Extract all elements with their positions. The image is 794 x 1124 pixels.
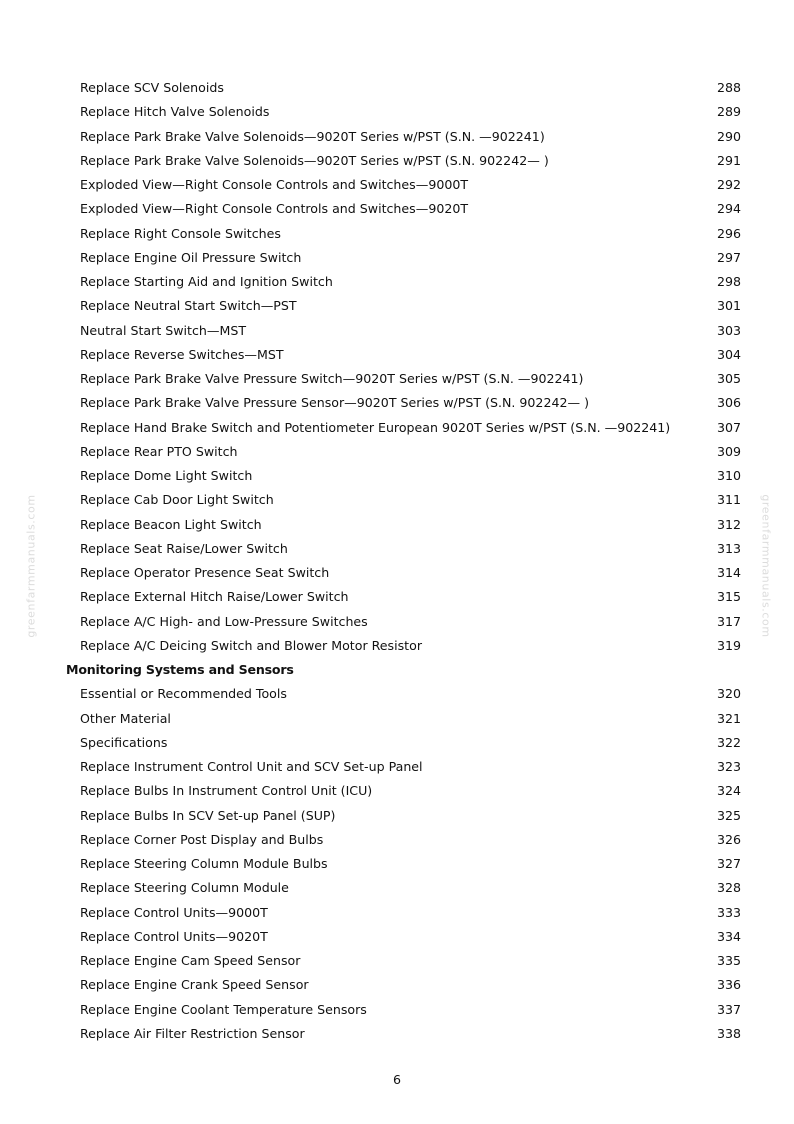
toc-entry[interactable] [0, 125, 794, 149]
toc-entry[interactable] [0, 731, 794, 755]
toc-entry-page: 313 [716, 540, 741, 556]
toc-entry-title: Replace Engine Cam Speed Sensor [80, 953, 301, 968]
toc-entry-page: 328 [716, 880, 741, 896]
toc-entry-title: Replace Beacon Light Switch [80, 516, 262, 532]
toc-entry-page: 321 [716, 710, 741, 726]
toc-entry-title: Replace Park Brake Valve Solenoids—9020T Series w/PST (S.N. —902241) [80, 128, 545, 144]
toc-entry[interactable] [0, 246, 794, 270]
toc-entry-title: Replace Rear PTO Switch [80, 443, 238, 459]
toc-entry-title: Replace Steering Column Module [80, 880, 289, 896]
toc-entry-page: 323 [716, 759, 741, 774]
toc-entry-page: 294 [716, 201, 741, 217]
toc-entry-page: 288 [716, 80, 741, 95]
toc-entry[interactable] [0, 440, 794, 464]
toc-entry-title: Exploded View—Right Console Controls and Switches—9020T [80, 201, 469, 217]
toc-entry-page: 338 [716, 1025, 741, 1041]
toc-entry-page: 297 [716, 249, 741, 265]
toc-entry-title: Replace Corner Post Display and Bulbs [80, 831, 324, 847]
toc-entry-page: 314 [716, 565, 741, 580]
toc-entry[interactable] [0, 779, 794, 803]
toc-entry-page: 325 [716, 807, 741, 823]
toc-entry-page: 317 [716, 613, 741, 629]
toc-entry-page: 292 [716, 177, 741, 192]
toc-entry-title: Replace Bulbs In SCV Set-up Panel (SUP) [80, 807, 336, 823]
toc-entry-title: Replace Park Brake Valve Pressure Sensor—9020T Series w/PST (S.N. 902242— ) [80, 395, 589, 411]
toc-entry-page: 333 [716, 904, 741, 920]
toc-entry-title: Specifications [80, 734, 168, 750]
toc-entry[interactable] [0, 513, 794, 537]
toc-entry[interactable] [0, 925, 794, 949]
toc-entry[interactable] [0, 367, 794, 391]
toc-entry-page: 291 [716, 152, 741, 168]
toc-entry-title: Replace Park Brake Valve Pressure Switch—9020T Series w/PST (S.N. —902241) [80, 371, 584, 386]
toc-entry[interactable] [0, 973, 794, 997]
toc-entry[interactable] [0, 488, 794, 512]
toc-entry[interactable] [0, 634, 794, 658]
toc-entry-title: Exploded View—Right Console Controls and Switches—9000T [80, 177, 469, 192]
toc-entry-page: 298 [716, 274, 741, 289]
page-number: 6 [392, 1072, 401, 1087]
toc-entry-title: Replace Starting Aid and Ignition Switch [80, 274, 333, 289]
toc-entry-title: Replace Neutral Start Switch—PST [80, 298, 297, 314]
toc-entry[interactable] [0, 197, 794, 221]
toc-entry[interactable] [0, 416, 794, 440]
toc-entry[interactable] [0, 173, 794, 197]
watermark-right: greenfarmmanuals.com [759, 494, 773, 638]
toc-entry[interactable] [0, 391, 794, 415]
toc-entry-page: 289 [716, 104, 741, 120]
toc-section-heading[interactable] [0, 658, 794, 682]
toc-entry-page: 334 [716, 928, 741, 944]
toc-entry[interactable] [0, 852, 794, 876]
toc-entry[interactable] [0, 998, 794, 1022]
toc-entry-title: Replace Control Units—9000T [80, 904, 268, 920]
toc-entry[interactable] [0, 828, 794, 852]
toc-entry-page: 311 [716, 492, 741, 508]
toc-entry[interactable] [0, 1022, 794, 1046]
toc-entry-title: Other Material [80, 710, 171, 726]
toc-entry-page: 290 [716, 128, 741, 144]
toc-entry-title: Replace Engine Crank Speed Sensor [80, 977, 309, 993]
toc-entry-title: Replace Hitch Valve Solenoids [80, 104, 270, 120]
toc-entry-title: Replace Engine Coolant Temperature Sensors [80, 1001, 367, 1017]
toc-entry[interactable] [0, 343, 794, 367]
toc-entry-title: Replace Air Filter Restriction Sensor [80, 1025, 305, 1041]
toc-entry[interactable] [0, 682, 794, 706]
toc-entry[interactable] [0, 149, 794, 173]
toc-entry-page: 326 [716, 831, 741, 847]
toc-entry[interactable] [0, 222, 794, 246]
toc-entry-title: Replace Control Units—9020T [80, 928, 268, 944]
toc-entry-title: Neutral Start Switch—MST [80, 322, 247, 338]
toc-entry[interactable] [0, 610, 794, 634]
toc-entry-page: 310 [716, 468, 741, 483]
toc-entry-title: Replace Seat Raise/Lower Switch [80, 540, 288, 556]
toc-entry[interactable] [0, 585, 794, 609]
toc-entry-title: Replace SCV Solenoids [80, 80, 224, 95]
toc-entry[interactable] [0, 707, 794, 731]
toc-entry-page: 304 [716, 346, 741, 362]
toc-entry-page: 319 [716, 637, 741, 653]
toc-entry-title: Replace Hand Brake Switch and Potentiometer European 9020T Series w/PST (S.N. —902241) [80, 419, 671, 435]
toc-entry-title: Replace External Hitch Raise/Lower Switch [80, 589, 349, 605]
toc-entry-page: 305 [716, 371, 741, 386]
toc-entry[interactable] [0, 464, 794, 488]
toc-entry[interactable] [0, 294, 794, 318]
table-of-contents [0, 76, 794, 1046]
toc-entry-page: 296 [716, 225, 741, 241]
toc-entry-page: 337 [716, 1001, 741, 1017]
toc-entry-title: Replace Cab Door Light Switch [80, 492, 274, 508]
toc-entry-title: Replace Steering Column Module Bulbs [80, 856, 328, 871]
toc-entry-title: Replace Bulbs In Instrument Control Unit (ICU) [80, 783, 373, 799]
toc-entry-page: 312 [716, 516, 741, 532]
toc-entry[interactable] [0, 319, 794, 343]
toc-entry[interactable] [0, 901, 794, 925]
toc-entry-page: 320 [716, 686, 741, 702]
toc-entry-page: 306 [716, 395, 741, 411]
toc-entry[interactable] [0, 876, 794, 900]
toc-section-title: Monitoring Systems and Sensors [66, 662, 294, 677]
toc-entry-title: Replace Instrument Control Unit and SCV Set-up Panel [80, 759, 423, 774]
toc-entry-page: 336 [716, 977, 741, 993]
toc-entry[interactable] [0, 270, 794, 294]
watermark-left: greenfarmmanuals.com [24, 494, 38, 638]
toc-entry[interactable] [0, 561, 794, 585]
toc-entry[interactable] [0, 100, 794, 124]
toc-entry-title: Replace Engine Oil Pressure Switch [80, 249, 302, 265]
toc-entry-title: Replace A/C High- and Low-Pressure Switches [80, 613, 368, 629]
toc-entry-title: Replace Operator Presence Seat Switch [80, 565, 330, 580]
toc-entry[interactable] [0, 76, 794, 100]
toc-entry-page: 335 [716, 953, 741, 968]
toc-entry-title: Replace A/C Deicing Switch and Blower Motor Resistor [80, 637, 422, 653]
toc-entry-page: 301 [716, 298, 741, 314]
toc-entry-page: 307 [716, 419, 741, 435]
toc-entry-title: Replace Dome Light Switch [80, 468, 253, 483]
toc-entry[interactable] [0, 804, 794, 828]
toc-entry[interactable] [0, 537, 794, 561]
toc-entry-page: 315 [716, 589, 741, 605]
toc-entry-title: Replace Reverse Switches—MST [80, 346, 284, 362]
toc-entry[interactable] [0, 949, 794, 973]
toc-entry-page: 327 [716, 856, 741, 871]
toc-entry-title: Replace Park Brake Valve Solenoids—9020T Series w/PST (S.N. 902242— ) [80, 152, 549, 168]
toc-entry-page: 324 [716, 783, 741, 799]
toc-entry-page: 303 [716, 322, 741, 338]
toc-entry[interactable] [0, 755, 794, 779]
toc-entry-page: 322 [716, 734, 741, 750]
toc-entry-page: 309 [716, 443, 741, 459]
toc-entry-title: Replace Right Console Switches [80, 225, 281, 241]
toc-entry-title: Essential or Recommended Tools [80, 686, 287, 702]
